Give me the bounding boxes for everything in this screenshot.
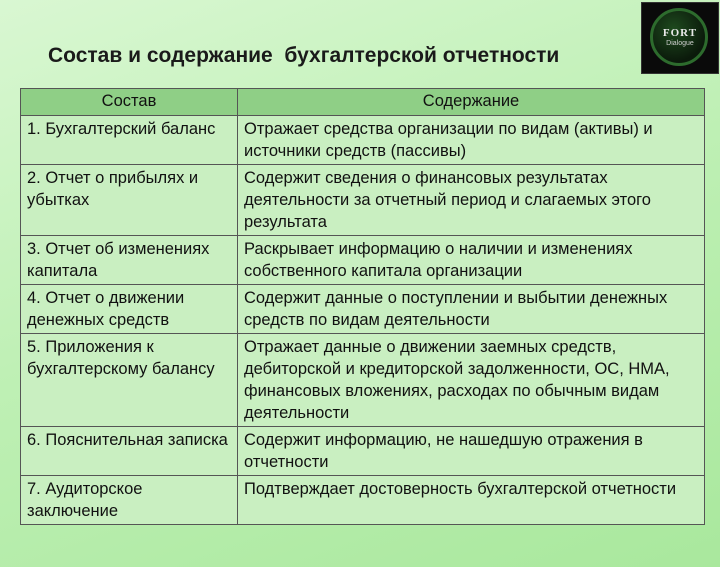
row-composition-cell: 6. Пояснительная записка xyxy=(21,427,238,476)
row-content-cell: Содержит сведения о финансовых результатах деятельности за отчетный период и слагаемых этого результата xyxy=(238,165,705,236)
table-row xyxy=(21,334,705,427)
row-composition-cell: 3. Отчет об изменениях капитала xyxy=(21,236,238,285)
row-content-cell: Содержит информацию, не нашедшую отражения в отчетности xyxy=(238,427,705,476)
row-composition-cell: 2. Отчет о прибылях и убытках xyxy=(21,165,238,236)
header-composition: Состав xyxy=(21,89,238,116)
table-row xyxy=(21,476,705,525)
page-title: Состав и содержание бухгалтерской отчетности xyxy=(48,44,560,67)
table-row xyxy=(21,116,705,165)
logo-subtext: Dialogue xyxy=(666,40,694,47)
table-row xyxy=(21,427,705,476)
table-row xyxy=(21,236,705,285)
row-composition-cell: 7. Аудиторское заключение xyxy=(21,476,238,525)
row-composition-cell: 5. Приложения к бухгалтерскому балансу xyxy=(21,334,238,427)
row-content-cell: Содержит данные о поступлении и выбытии денежных средств по видам деятельности xyxy=(238,285,705,334)
fort-dialogue-logo xyxy=(641,2,719,74)
row-content-cell: Отражает данные о движении заемных средств, дебиторской и кредиторской задолженности, ОС, НМА, финансовых вложениях, расходах по обычным видам деятельности xyxy=(238,334,705,427)
row-content-cell: Раскрывает информацию о наличии и изменениях собственного капитала организации xyxy=(238,236,705,285)
table-row xyxy=(21,285,705,334)
table-header-row xyxy=(21,89,705,116)
table-row xyxy=(21,165,705,236)
row-composition-cell: 1. Бухгалтерский баланс xyxy=(21,116,238,165)
row-content-cell: Отражает средства организации по видам (активы) и источники средств (пассивы) xyxy=(238,116,705,165)
logo-text: FORT xyxy=(662,27,698,39)
row-composition-cell: 4. Отчет о движении денежных средств xyxy=(21,285,238,334)
row-content-cell: Подтверждает достоверность бухгалтерской отчетности xyxy=(238,476,705,525)
header-content: Содержание xyxy=(238,89,705,116)
reporting-table xyxy=(20,88,705,525)
